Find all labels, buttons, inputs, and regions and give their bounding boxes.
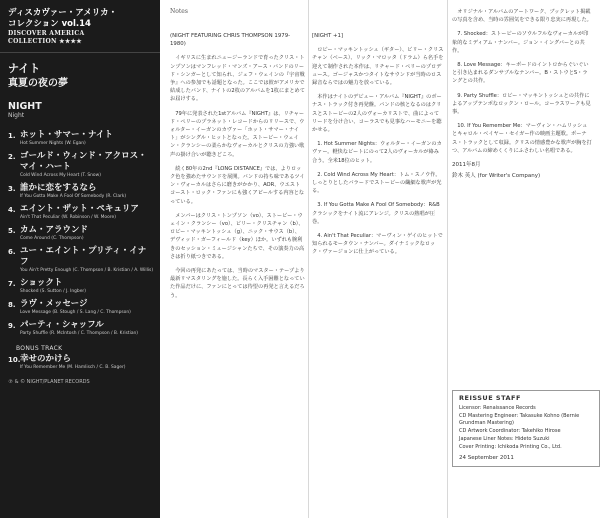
track-number: 4. xyxy=(8,206,16,214)
notes-paragraph: メンバーはクリス・トンプソン（vo）、ストービー・ウェイン・クランシー（vo）、ビリー・クリスチャン（b）、ロビー・マッキントッシュ（g）、ニック・サウス（b）、デヴィッド・ガーフィールド（key）ほか。いずれも腕利きのセッション・ミュージシャンたちで、その演奏力の高さは折り紙つきである。 xyxy=(170,212,305,260)
col2-paragraphs xyxy=(312,46,444,256)
track-number: 2. xyxy=(8,153,16,161)
track-title-en: Love Message (B. Stough / S. Lang / C. Thompson) xyxy=(20,310,131,315)
track-number: 10. xyxy=(8,356,21,364)
notes-paragraph: イギリスに生まれニュージーランドで育ったクリス・トンプソンはマンフレッド・マンズ・アース・バンドのリード・シンガーとして知られ、ジェフ・ウェインの『宇宙戦争』への参加でも話題となった。ここでは彼がアメリカで結成したバンド、ナイトの2枚のアルバムを1枚にまとめてお届けする。 xyxy=(170,55,305,103)
notes-paragraph: オリジナル・アルバムのアートワーク、ブックレット掲載の写真を含め、当時の雰囲気をできる限り忠実に再現した。 xyxy=(452,9,592,24)
staff-title: REISSUE STAFF xyxy=(459,394,521,402)
col3-paragraphs xyxy=(452,8,592,155)
track-item xyxy=(8,354,154,371)
album-title-block xyxy=(0,53,160,124)
notes-paragraph: 今回の再発にあたっては、当時のマスター・テープより最新リマスタリングを施した。長らく入手困難となっていた作品だけに、ファンにとっては待望の再発と言えるだろう。 xyxy=(170,268,305,299)
staff-row: Japanese Liner Notes: Hideto Suzuki xyxy=(459,436,550,442)
track-info xyxy=(20,299,154,316)
notes-paragraph: 9. Party Shuffle：ロビー・マッキントッシュとの共作によるアップテンポなロックン・ロール。コーラスワークも見事。 xyxy=(452,92,591,116)
notes-paragraph: 本作はナイトのデビュー・アルバム『NIGHT』のボーナス・トラック付き再発盤。バンドの核となるのはクリスとストービーの2人のヴォーカリストで、曲によってリードを分け合い、コーラスでも見事なハーモニーを聴かせる。 xyxy=(312,94,442,134)
column-divider xyxy=(308,0,309,518)
track-title-jp: ゴールド・ウィンド・アクロス・マイ・ハート xyxy=(20,151,147,172)
track-info xyxy=(20,130,154,147)
staff-row: Cover Printing: Ichikoda Printing Co., Ltd. xyxy=(459,444,562,450)
track-info xyxy=(20,225,154,242)
track-title-jp: ホット・サマー・ナイト xyxy=(20,130,113,140)
track-number: 5. xyxy=(8,227,16,235)
track-number: 3. xyxy=(8,185,16,193)
track-title-en: Shocked (S. Sutton / J. Ingber) xyxy=(20,289,86,294)
column-divider xyxy=(447,0,448,518)
track-title-en: Hot Summer Nights (W. Egan) xyxy=(20,141,86,146)
notes-date: 2011年8月 xyxy=(452,162,481,169)
album-title-jp: ナイト xyxy=(8,62,41,75)
notes-paragraph: 79年に発表された1stアルバム『NIGHT』は、リチャード・ペリーのプラネット・レコードからのリリースで、ウォルター・イーガンのカヴァー「ホット・サマー・ナイト」がシングル・ヒットとなった。ストービー・ウェイン・クランシーの柔らかなヴォーカルとクリスの力強い歌声の掛け合いが聴きどころ。 xyxy=(170,110,305,158)
notes-paragraph: 4. Ain't That Peculiar：マーヴィン・ゲイのヒットで知られるモータウン・ナンバー。ダイナミックなロック・ヴァージョンに仕上がっている。 xyxy=(312,233,443,256)
album-title-en: NIGHT xyxy=(8,101,42,112)
track-info xyxy=(20,204,154,221)
track-title-jp: ショックト xyxy=(20,278,63,288)
track-title-en: If You Remember Me (M. Hamlisch / C. B. Sager) xyxy=(20,365,126,370)
track-number: 7. xyxy=(8,280,16,288)
track-info xyxy=(20,320,154,337)
track-title-en: Ain't That Peculiar (W. Robinson / W. Moore) xyxy=(20,215,116,220)
track-number: 9. xyxy=(8,322,16,330)
track-title-en: Party Shuffle (R. McIntosh / C. Thompson / B. Kristian) xyxy=(20,331,139,336)
notes-paragraph: ロビー・マッキントッシュ（ギター）、ビリー・クリスチャン（ベース）、リック・マロッタ（ドラム）ら名手を迎えて制作された本作は、リチャード・ペリーのプロデュース。ゴージャスかつタイトなサウンドが当時のロス録音ならではの魅力を放っている。 xyxy=(312,47,444,87)
track-item xyxy=(8,246,154,274)
track-title-jp: パーティ・シャッフル xyxy=(20,320,104,330)
track-number: 6. xyxy=(8,248,16,256)
notes-column-2 xyxy=(312,22,444,263)
track-title-jp: ユー・エイント・プリティ・イナフ xyxy=(20,246,147,267)
track-info xyxy=(20,278,154,295)
track-title-jp: 幸せのかけら xyxy=(20,354,72,364)
track-item xyxy=(8,320,154,337)
track-item xyxy=(8,130,154,147)
notes-paragraph: 7. Shocked：ストービーのソウルフルなヴォーカルが印象的なミディアム・ナンバー。ジョン・イングバーとの共作。 xyxy=(452,31,589,54)
track-title-jp: 誰かに恋をするなら xyxy=(20,183,97,193)
track-item xyxy=(8,299,154,316)
track-title-en: You Ain't Pretty Enough (C. Thompson / B. Kristian / A. Willis) xyxy=(20,268,154,273)
series-title-en-1: DISCOVER AMERICA xyxy=(8,30,85,37)
track-title-jp: ラヴ・メッセージ xyxy=(20,299,88,309)
album-subtitle-jp: 真夏の夜の夢 xyxy=(8,78,68,89)
notes-paragraph: 8. Love Message：キーボードのイントロからぐいぐいと引き込まれるダンサブルなナンバー。B・ストウとS・ラングとの共作。 xyxy=(452,62,589,85)
series-title-en-2: COLLECTION ★★★★ xyxy=(8,38,82,45)
notes-column-1 xyxy=(170,22,305,306)
track-title-jp: エイント・ザット・ペキュリア xyxy=(20,204,139,214)
track-info xyxy=(20,151,154,179)
series-header xyxy=(0,0,160,53)
tracklist-panel xyxy=(0,0,160,518)
track-title-en: Cold Wind Across My Heart (T. Snow) xyxy=(20,173,101,178)
notes-paragraph: 3. If You Gotta Make A Fool Of Somebody：R&Bクラシックをナイト流にアレンジ。クリスの熱唱が圧巻。 xyxy=(312,202,440,225)
staff-row: Licensor: Renaissance Records xyxy=(459,405,536,411)
notes-paragraph: 続く80年の2nd『LONG DISTANCE』では、よりロック色を強めたサウンドを展開。バンドの持ち味であるツイン・ヴォーカルはさらに磨きがかかり、AOR、ウエストコースト・ロック・ファンにも強くアピールする内容となっている。 xyxy=(170,165,305,205)
reissue-staff-box xyxy=(452,390,600,467)
track-info xyxy=(20,183,154,200)
series-title-jp-1: ディスカヴァー・アメリカ・ xyxy=(8,8,118,18)
notes-signature: 鈴木 英人 (for Writer's Company) xyxy=(452,173,541,180)
track-item xyxy=(8,183,154,200)
notes-paragraph: 1. Hot Summer Nights：ウォルター・イーガンのカヴァー。軽快なビートにのって2人のヴォーカルが絡み合う。全米18位のヒット。 xyxy=(312,141,442,164)
col1-heading: (NIGHT FEATURING CHRIS THOMPSON 1979-1980) xyxy=(170,33,291,48)
track-title-en: Come Around (C. Thompson) xyxy=(20,236,84,241)
staff-row: CD Mastering Engineer: Takasuke Kohno (Bernie Grundman Mastering) xyxy=(459,413,580,426)
notes-label: Notes xyxy=(170,8,188,15)
staff-row: CD Artwork Coordinator: Takehiko Hirose xyxy=(459,428,561,434)
col1-paragraphs xyxy=(170,54,305,299)
track-item xyxy=(8,278,154,295)
notes-paragraph: 2. Cold Wind Across My Heart：トム・スノウ作。しっとりとしたバラードでストービーの繊細な歌声が光る。 xyxy=(312,171,442,195)
track-item xyxy=(8,204,154,221)
bonus-track-label: BONUS TRACK xyxy=(16,345,63,352)
series-title-jp-2: コレクション vol.14 xyxy=(8,19,91,29)
track-info xyxy=(20,246,154,274)
track-item xyxy=(8,225,154,242)
track-title-en: If You Gotta Make A Fool Of Somebody (R. Clark) xyxy=(20,194,127,199)
track-info xyxy=(20,354,154,371)
track-number: 8. xyxy=(8,301,16,309)
track-item xyxy=(8,151,154,179)
notes-column-3 xyxy=(452,8,592,180)
track-title-jp: カム・アラウンド xyxy=(20,225,89,235)
track-list xyxy=(0,130,160,371)
copyright-credit: ℗ & © NIGHT/PLANET RECORDS xyxy=(8,379,90,385)
staff-date: 24 September 2011 xyxy=(459,455,514,461)
notes-paragraph: 10. If You Remember Me：マーヴィン・ハムリッシュとキャロル・ベイヤー・セイガー作の映画主題歌。ボーナス・トラックとして収録。クリスの情感豊かな歌声が胸を打つ、アルバムの締めくくりにふさわしい名唱である。 xyxy=(452,123,592,154)
album-subtitle-en: Night xyxy=(8,112,25,119)
track-number: 1. xyxy=(8,132,16,140)
col2-heading: [NIGHT +1] xyxy=(312,33,344,39)
staff-rows xyxy=(459,405,593,451)
